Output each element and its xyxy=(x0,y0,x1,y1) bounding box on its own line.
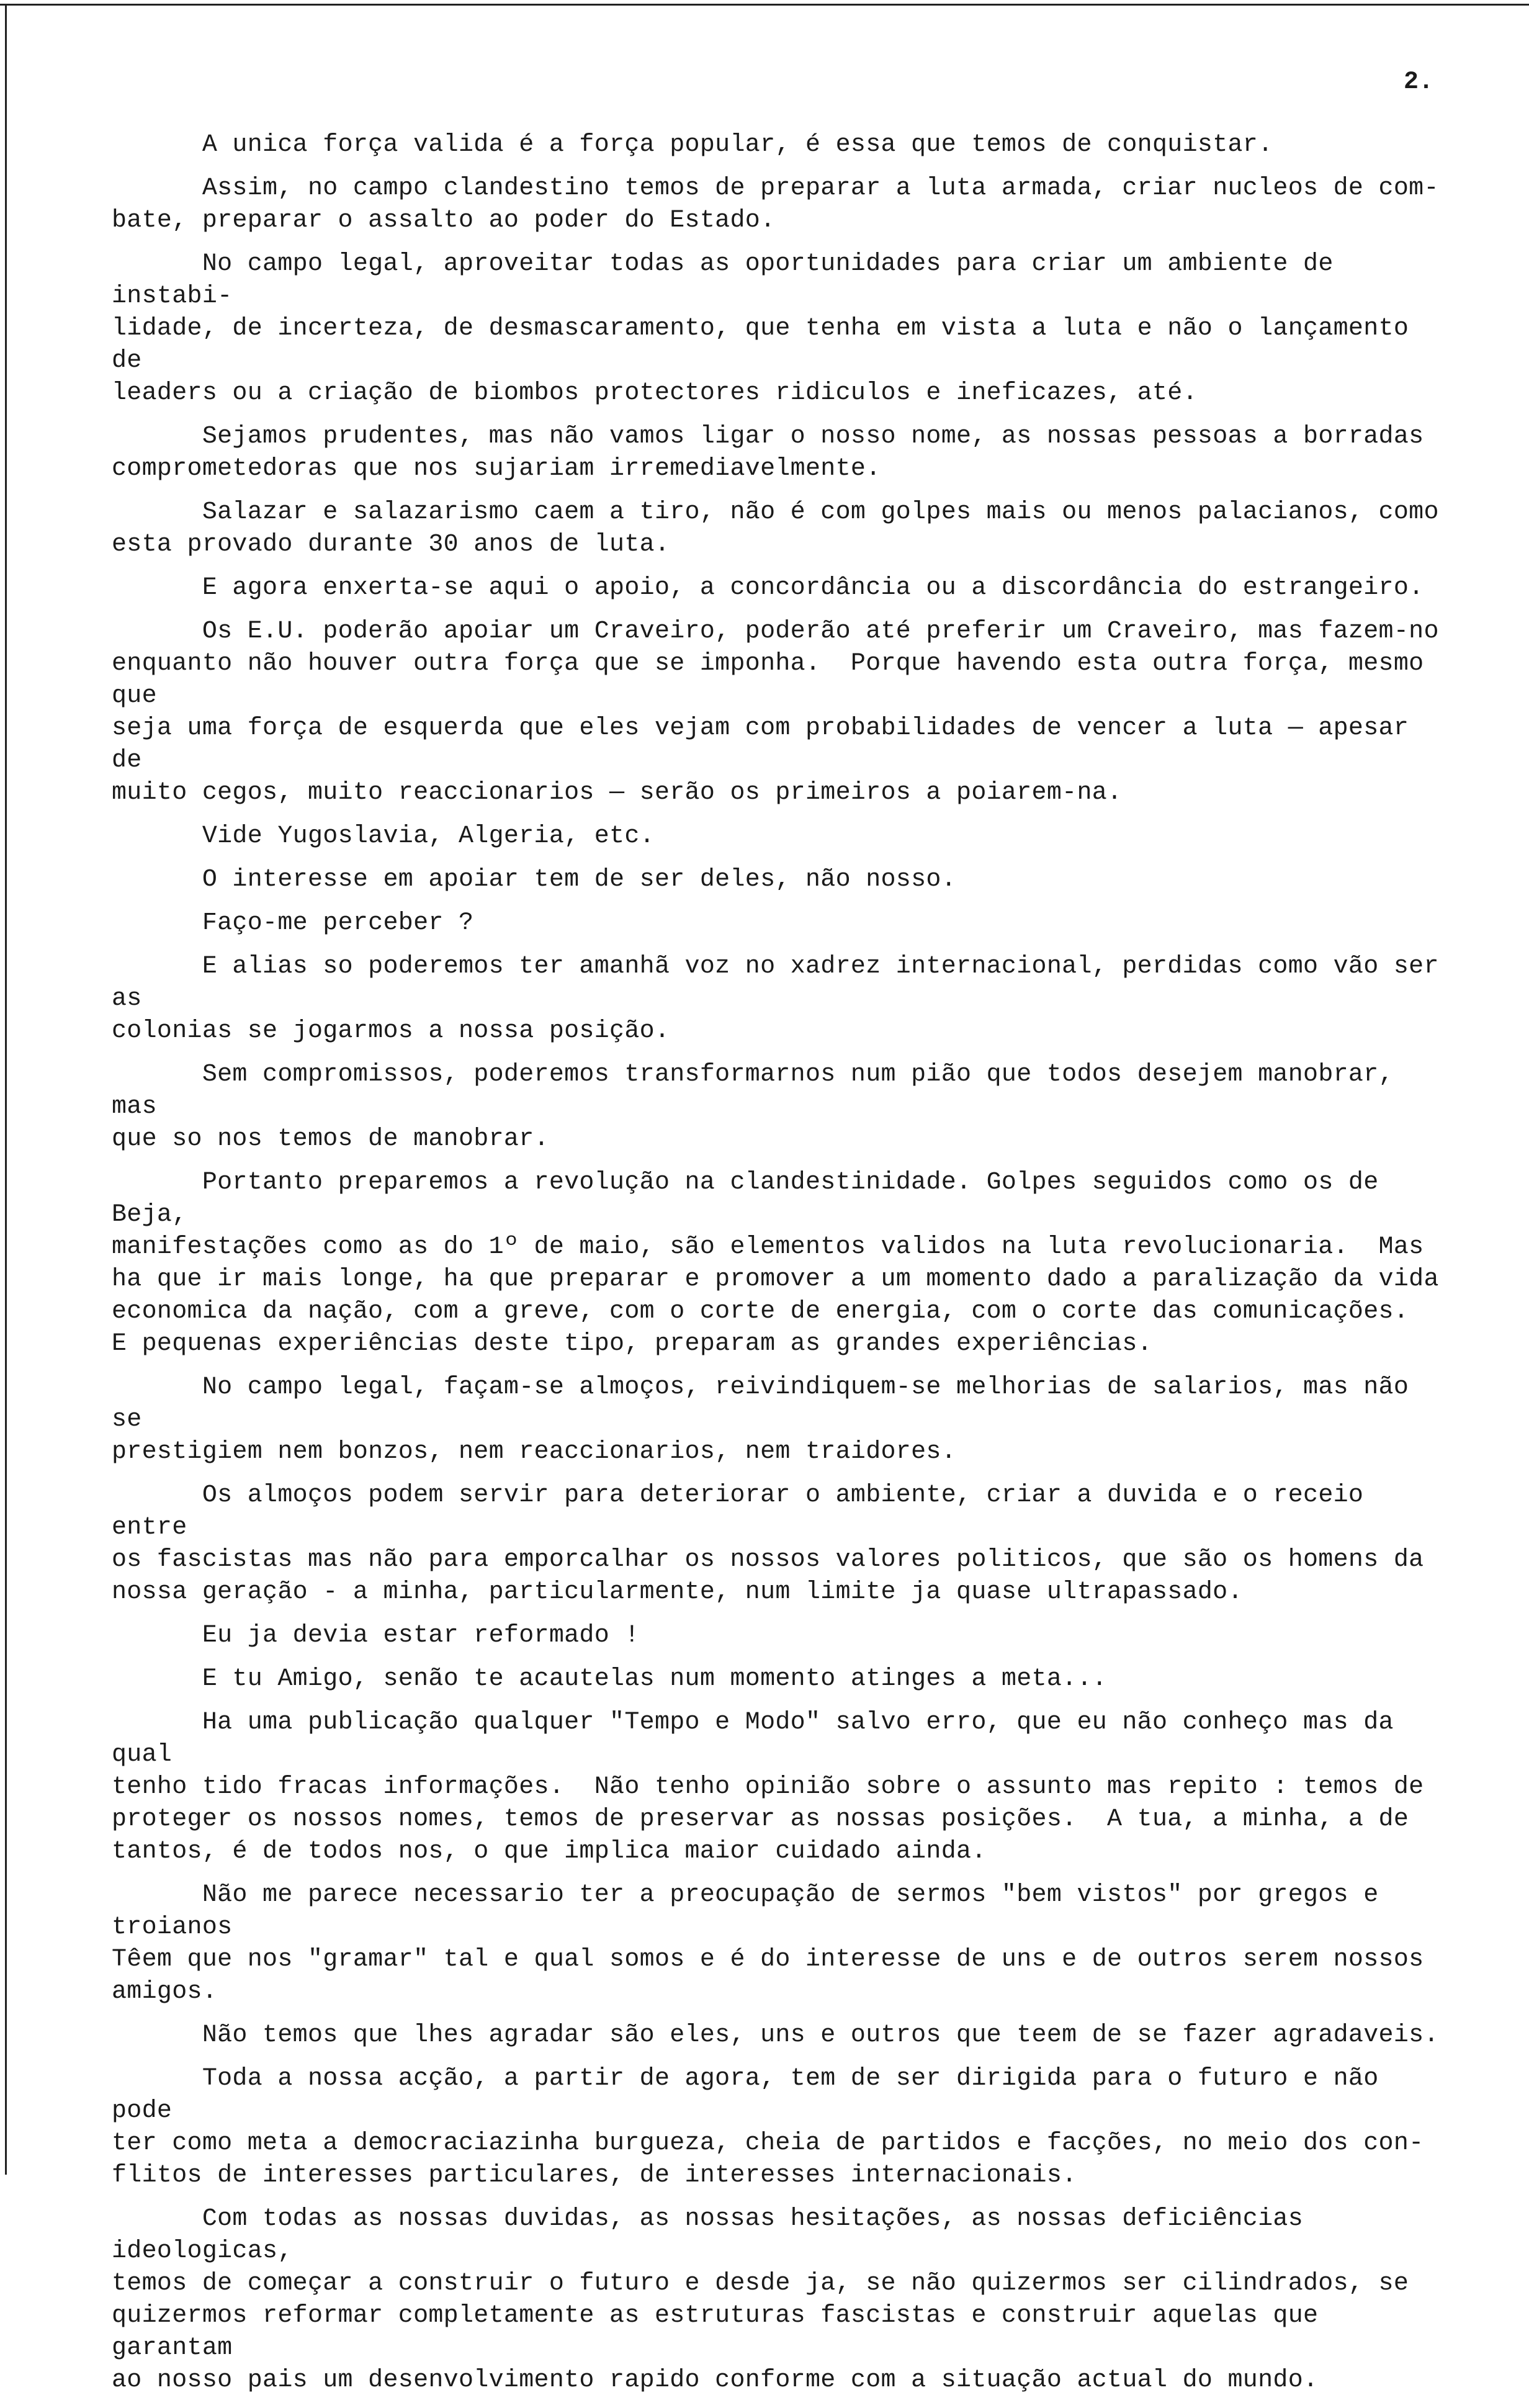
paragraph: Sem compromissos, poderemos transformarnos num pião que todos desejem manobrar, mas que so nos temos de manobrar. xyxy=(112,1061,1394,1153)
paragraph: Com todas as nossas duvidas, as nossas hesitações, as nossas deficiências ideologicas, temos de começar a construir o futuro e desde ja, se não quizermos ser cilindrados, se quizermos reformar completamente as estruturas fascistas e construir aquelas que garantam ao nosso pais um desenvolvimento rapido conforme com a situação actual do mundo. xyxy=(112,2205,1409,2394)
page-number: 2. xyxy=(1403,68,1433,96)
paragraph: Sejamos prudentes, mas não vamos ligar o nosso nome, as nossas pessoas a borradas comprometedoras que nos sujariam irremediavelmente. xyxy=(112,423,1424,483)
paragraph: E tu Amigo, senão te acautelas num momento atinges a meta... xyxy=(112,1665,1108,1693)
paragraph: No campo legal, aproveitar todas as oportunidades para criar um ambiente de instabi- lidade, de incerteza, de desmascaramento, que tenha em vista a luta e não o lançamento de leaders ou a criação de biombos protectores ridiculos e ineficazes, até. xyxy=(112,250,1409,407)
paragraph: Portanto preparemos a revolução na clandestinidade. Golpes seguidos como os de Beja, manifestações como as do 1º de maio, são elementos validos na luta revolucionaria. Mas ha que ir mais longe, ha que preparar e promover a um momento dado a paralização da vida economica da nação, com a greve, com o corte de energia, com o corte das comunicações. E pequenas experiências deste tipo, preparam as grandes experiências. xyxy=(112,1169,1439,1358)
paragraph: E agora enxerta-se aqui o apoio, a concordância ou a discordância do estrangeiro. xyxy=(112,574,1424,602)
paragraph: No campo legal, façam-se almoços, reivindiquem-se melhorias de salarios, mas não se prestigiem nem bonzos, nem reaccionarios, nem traidores. xyxy=(112,1373,1409,1466)
paragraph: E alias so poderemos ter amanhã voz no xadrez internacional, perdidas como vão ser as colonias se jogarmos a nossa posição. xyxy=(112,953,1439,1045)
paragraph: Não temos que lhes agradar são eles, uns e outros que teem de se fazer agradaveis. xyxy=(112,2021,1439,2049)
paragraph: Não me parece necessario ter a preocupação de sermos "bem vistos" por gregos e troianos Têem que nos "gramar" tal e qual somos e é do interesse de uns e de outros serem nossos amigos. xyxy=(112,1881,1424,2006)
paragraph: Assim, no campo clandestino temos de preparar a luta armada, criar nucleos de com- bate, preparar o assalto ao poder do Estado. xyxy=(112,174,1439,235)
paragraph: O interesse em apoiar tem de ser deles, não nosso. xyxy=(112,866,957,894)
paragraph: A unica força valida é a força popular, é essa que temos de conquistar. xyxy=(112,131,1273,159)
document-body xyxy=(112,129,1446,2408)
paragraph: Os E.U. poderão apoiar um Craveiro, poderão até preferir um Craveiro, mas fazem-no enquanto não houver outra força que se imponha. Porque havendo esta outra força, mesmo que seja uma força de esquerda que eles vejam com probabilidades de vencer a luta — apesar de muito cegos, muito reaccionarios — serão os primeiros a poiarem-na. xyxy=(112,618,1439,807)
paragraph: Salazar e salazarismo caem a tiro, não é com golpes mais ou menos palacianos, como esta provado durante 30 anos de luta. xyxy=(112,498,1439,559)
paragraph: Ha uma publicação qualquer "Tempo e Modo" salvo erro, que eu não conheço mas da qual tenho tido fracas informações. Não tenho opinião sobre o assunto mas repito : temos de proteger os nossos nomes, temos de preservar as nossas posições. A tua, a minha, a de tantos, é de todos nos, o que implica maior cuidado ainda. xyxy=(112,1709,1424,1866)
paragraph: Vide Yugoslavia, Algeria, etc. xyxy=(112,822,655,850)
paragraph: Os almoços podem servir para deteriorar o ambiente, criar a duvida e o receio entre os fascistas mas não para emporcalhar os nossos valores politicos, que são os homens da nossa geração - a minha, particularmente, num limite ja quase ultrapassado. xyxy=(112,1481,1424,1606)
page-border-left xyxy=(5,4,7,2175)
paragraph: Eu ja devia estar reformado ! xyxy=(112,1622,640,1650)
paragraph: Toda a nossa acção, a partir de agora, tem de ser dirigida para o futuro e não pode ter como meta a democraciazinha burgueza, cheia de partidos e facções, no meio dos con- flitos de interesses particulares, de interesses internacionais. xyxy=(112,2065,1424,2190)
paragraph: Faço-me perceber ? xyxy=(112,909,474,937)
page-border-top xyxy=(0,4,1529,6)
